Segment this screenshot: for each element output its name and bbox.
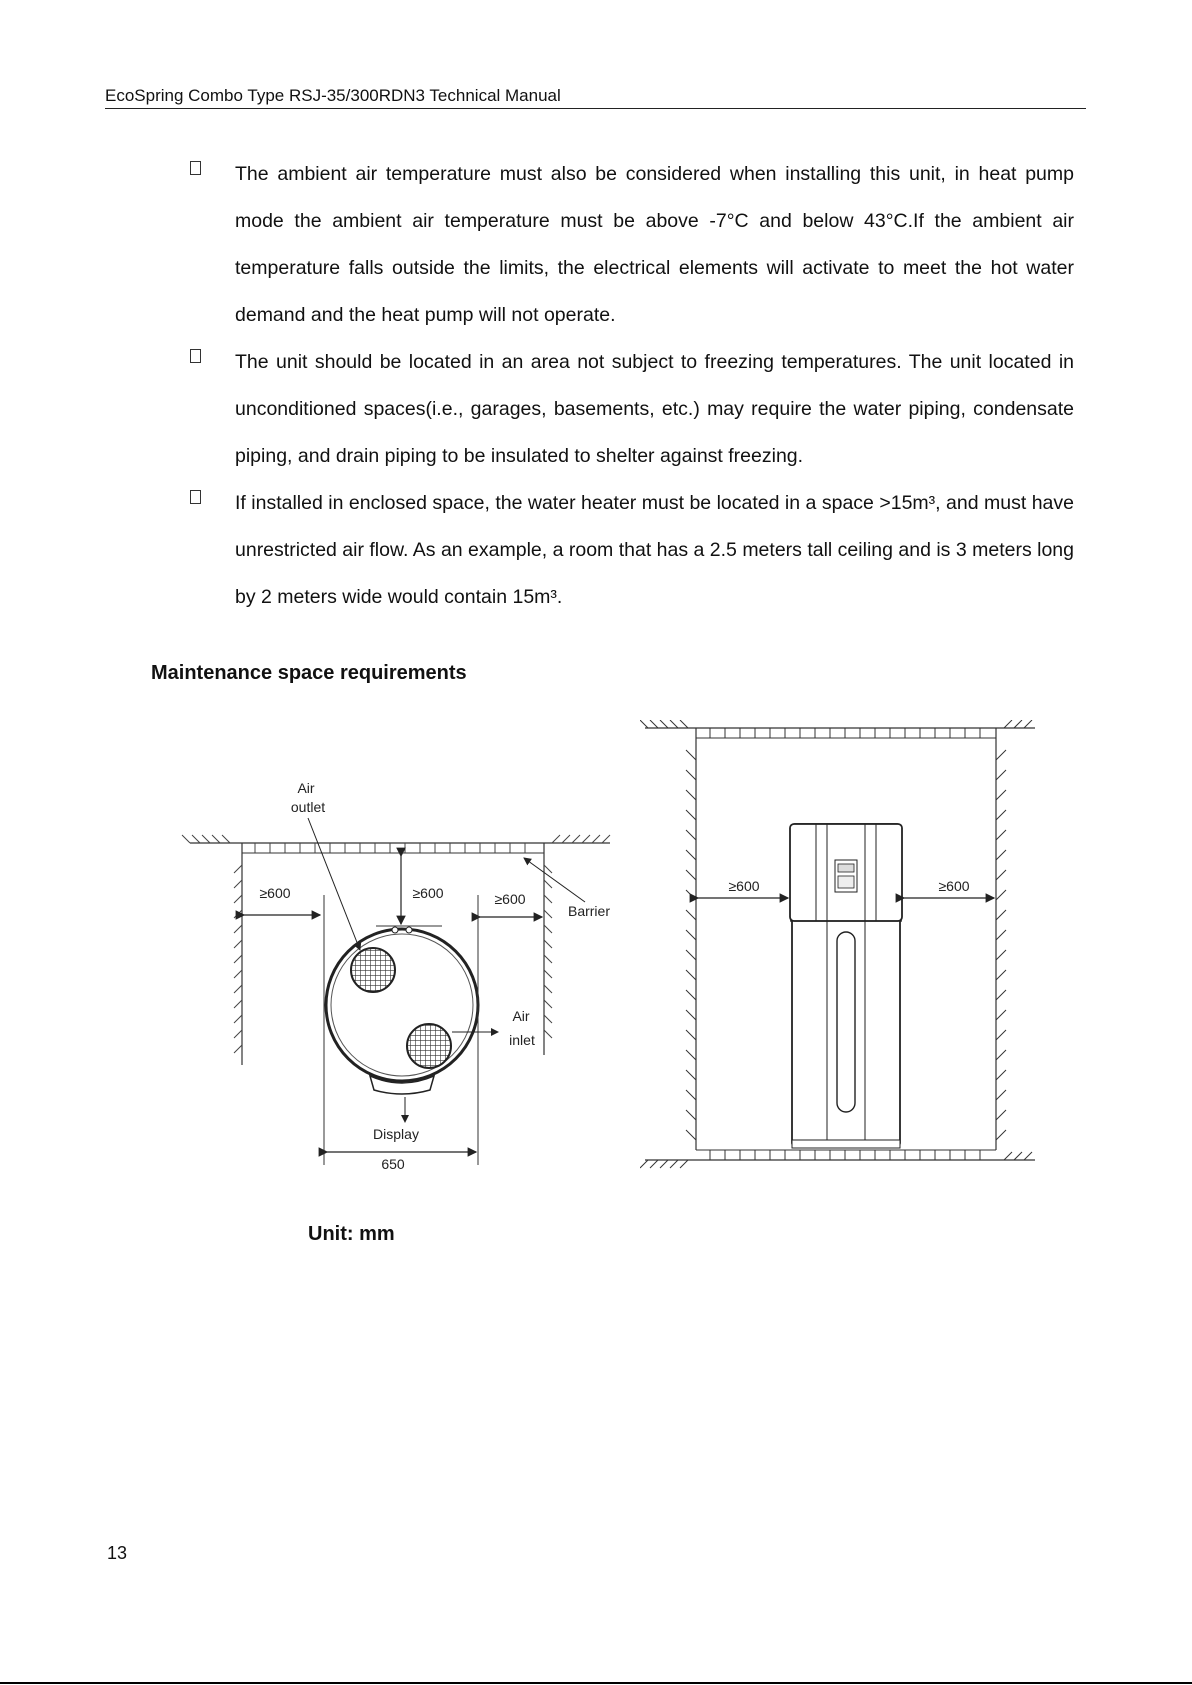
bullet-box-icon [190, 490, 201, 504]
air-inlet-grille-icon [407, 1024, 451, 1068]
unit-top-outline [326, 926, 478, 1094]
bullet-item [190, 151, 1074, 339]
page-bottom-rule [0, 1682, 1192, 1684]
front-clear-right-label: ≥600 [938, 878, 970, 894]
front-clear-left-label: ≥600 [728, 878, 760, 894]
page-number: 13 [107, 1543, 128, 1563]
bullet-text: The ambient air temperature must also be considered when installing this unit, in heat pump mode the ambient air temperature must be above -7°C and below 43°C.If the ambient air temperature falls outside the limits, the electrical elements will activate to meet the hot water demand and the heat pump will not operate. [235, 163, 1074, 326]
front-view-diagram [640, 720, 1040, 1170]
air-inlet-label-1: Air [512, 1008, 530, 1024]
air-inlet-label-2: inlet [509, 1032, 535, 1048]
clear-back-label: ≥600 [412, 885, 444, 901]
section-title: Maintenance space requirements [151, 662, 467, 684]
barrier-label: Barrier [567, 903, 611, 919]
diameter-label: 650 [381, 1156, 405, 1172]
barrier-leader [524, 858, 585, 902]
bullet-list [190, 151, 1074, 621]
unit-label: Unit: mm [308, 1223, 395, 1245]
bullet-box-icon [190, 161, 201, 175]
clear-right-label: ≥600 [494, 891, 526, 907]
bullet-text: The unit should be located in an area not subject to freezing temperatures. The unit located in unconditioned spaces(i.e., garages, basements, etc.) may require the water piping, condensate piping, and drain piping to be insulated to shelter against freezing. [235, 351, 1074, 467]
air-outlet-label-2: outlet [290, 799, 326, 815]
water-heater-front [790, 824, 902, 1148]
air-outlet-fan-icon [351, 948, 395, 992]
page-header [105, 84, 1086, 109]
top-view-diagram [180, 770, 620, 1180]
bullet-box-icon [190, 349, 201, 363]
header-title: EcoSpring Combo Type RSJ-35/300RDN3 Technical Manual [105, 86, 561, 105]
air-outlet-label-1: Air [297, 780, 315, 796]
clear-left-label: ≥600 [259, 885, 291, 901]
bullet-item [190, 339, 1074, 480]
air-outlet-leader [308, 818, 360, 950]
bullet-item [190, 480, 1074, 621]
display-label: Display [373, 1126, 419, 1142]
bullet-text: If installed in enclosed space, the water heater must be located in a space >15m³, and must have unrestricted air flow. As an example, a room that has a 2.5 meters tall ceiling and is 3 meters long by 2 meters wide would contain 15m³. [235, 492, 1074, 608]
